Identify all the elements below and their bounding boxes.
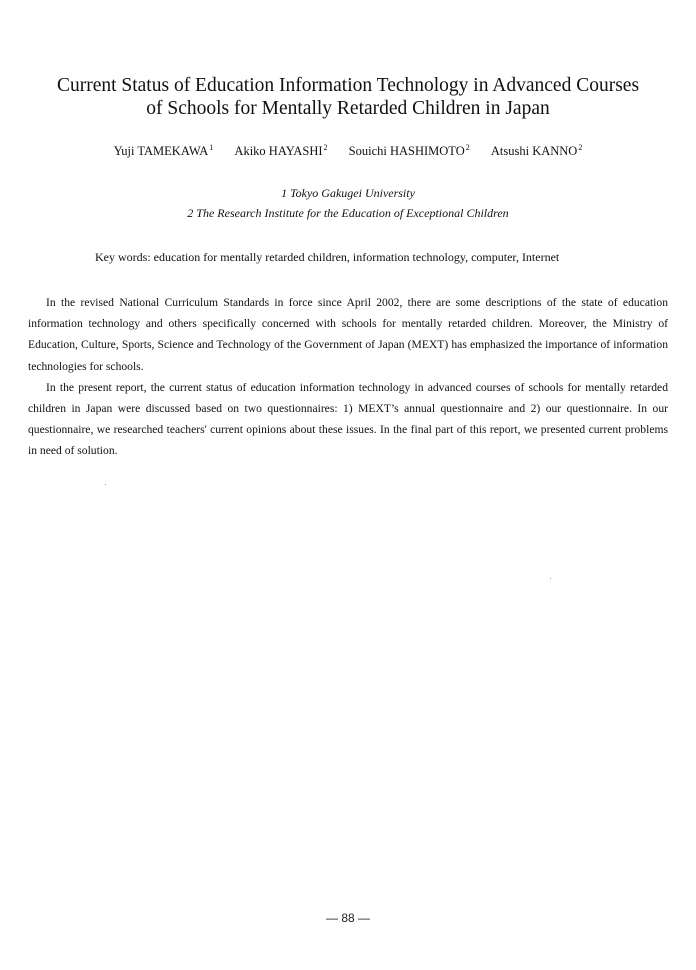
paragraph: In the revised National Curriculum Standards in force since April 2002, there are some descriptions of the state of education information technology and others specifically concerned with schools for mentally retarded children. Moreover, the Ministry of Education, Culture, Sports, Science and Technology of the Government of Japan (MEXT) has emphasized the importance of information technologies for schools. — [28, 296, 668, 373]
paragraph: In the present report, the current status of education information technology in advanced courses of schools for mentally retarded children in Japan were discussed based on two questionnaires: 1) MEXT’s annual questionnaire and 2) our questionnaire. In our questionnaire, we researched teachers' current opinions about these issues. In the final part of this report, we presented current problems in need of solution. — [28, 380, 668, 458]
scan-speck — [105, 484, 106, 485]
paper-title — [30, 74, 666, 120]
scan-speck — [550, 578, 551, 579]
title-line-2: of Schools for Mentally Retarded Children in Japan — [146, 98, 550, 119]
affiliation-2: 2 The Research Institute for the Education of Exceptional Children — [187, 206, 509, 220]
affiliation-1: 1 Tokyo Gakugei University — [281, 186, 415, 200]
title-line-1: Current Status of Education Information Technology in Advanced Courses — [56, 75, 640, 96]
author: Akiko HAYASHI$^2$ — [234, 143, 328, 158]
abstract-body — [28, 292, 668, 462]
page-number: — 88 — — [325, 911, 370, 925]
affiliation-mark: 1 — [209, 143, 214, 152]
author: Atsushi KANNO$^2$ — [490, 143, 583, 158]
author: Souichi HASHIMOTO$^2$ — [348, 143, 470, 158]
affiliation-mark: 2 — [323, 143, 328, 152]
keywords: Key words: education for mentally retarded children, information technology, computer, Internet — [95, 250, 560, 264]
affiliation-mark: 2 — [578, 143, 583, 152]
author: Yuji TAMEKAWA$^1$ — [113, 143, 214, 158]
affiliation-mark: 2 — [465, 143, 470, 152]
author-list — [0, 143, 696, 159]
